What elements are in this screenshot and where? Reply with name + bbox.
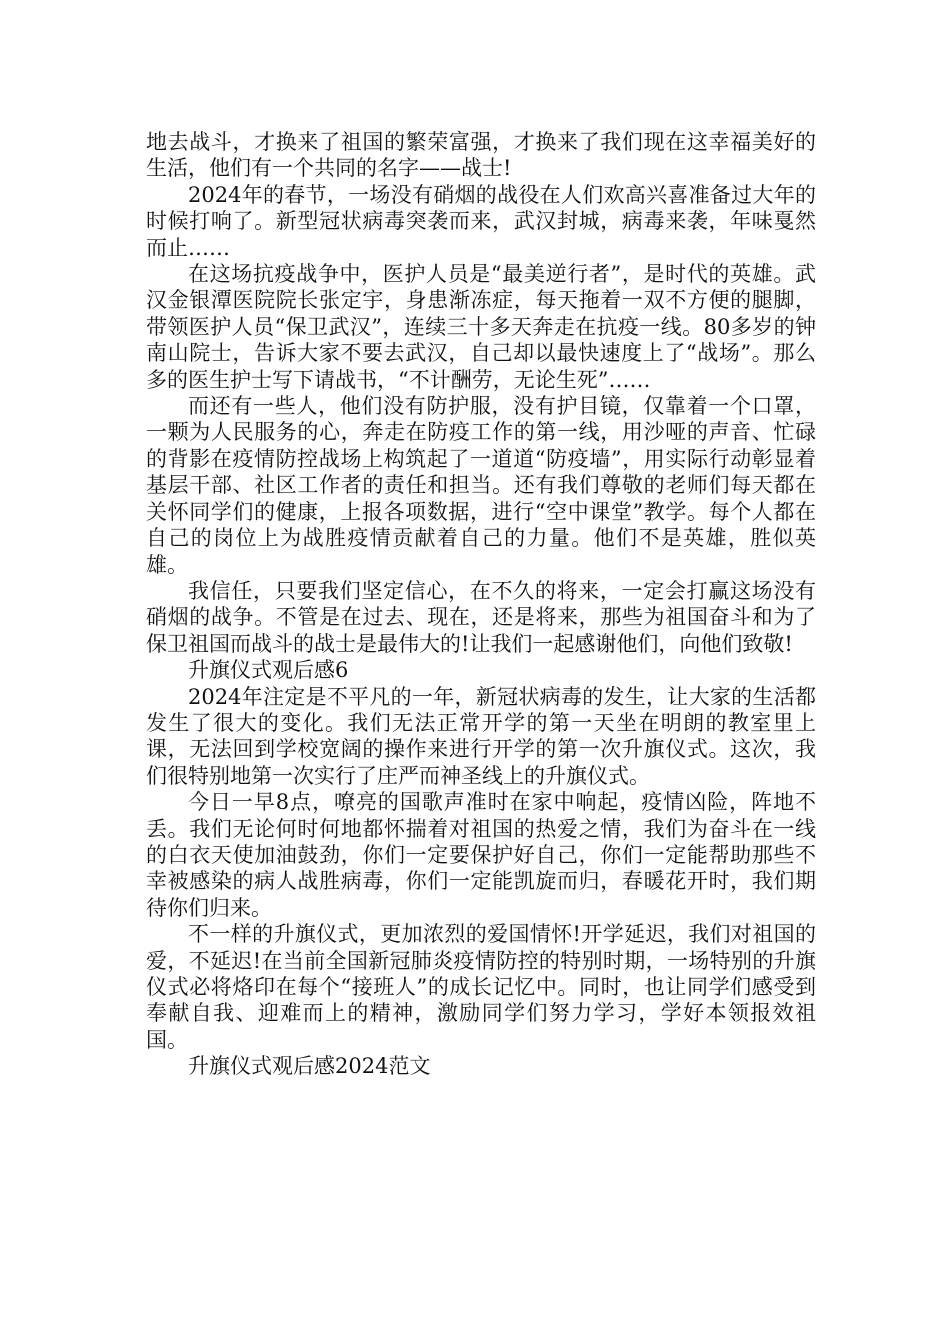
- paragraph-anthem: 今日一早8点，嘹亮的国歌声准时在家中响起，疫情凶险，阵地不丢。我们无论何时何地都怀揣着对祖国的热爱之情，我们为奋斗在一线的白衣天使加油鼓劲，你们一定要保护好自己，你们一定能帮助那些不幸被感染的病人战胜病毒，你们一定能凯旋而归，春暖花开时，我们期待你们归来。: [146, 790, 816, 920]
- paragraph-continuation: 地去战斗，才换来了祖国的繁荣富强，才换来了我们现在这幸福美好的生活，他们有一个共同的名字——战士!: [146, 130, 816, 181]
- paragraph-spring-festival: 2024年的春节，一场没有硝烟的战役在人们欢高兴喜准备过大年的时候打响了。新型冠状病毒突袭而来，武汉封城，病毒来袭，年味戛然而止……: [146, 182, 816, 260]
- paragraph-confidence: 我信任，只要我们坚定信心，在不久的将来，一定会打赢这场没有硝烟的战争。不管是在过去、现在，还是将来，那些为祖国奋斗和为了保卫祖国而战斗的战士是最伟大的!让我们一起感谢他们，向他们致敬!: [146, 578, 816, 656]
- document-body: [146, 129, 816, 1080]
- section-heading-fanwen: 升旗仪式观后感2024范文: [188, 1054, 431, 1079]
- paragraph-medical-heroes: 在这场抗疫战争中，医护人员是“最美逆行者”，是时代的英雄。武汉金银潭医院院长张定宇，身患渐冻症，每天拖着一双不方便的腿脚，带领医护人员“保卫武汉”，连续三十多天奔走在抗疫一线。80多岁的钟南山院士，告诉大家不要去武汉，自己却以最快速度上了“战场”。那么多的医生护士写下请战书，“不计酬劳，无论生死”……: [146, 262, 816, 392]
- paragraph-community-workers: 而还有一些人，他们没有防护服，没有护目镜，仅靠着一个口罩，一颗为人民服务的心，奔走在防疫工作的第一线，用沙哑的声音、忙碌的背影在疫情防控战场上构筑起了一道道“防疫墙”，用实际行动彰显着基层干部、社区工作者的责任和担当。还有我们尊敬的老师们每天都在关怀同学们的健康，上报各项数据，进行“空中课堂”教学。每个人都在自己的岗位上为战胜疫情贡献着自己的力量。他们不是英雄，胜似英雄。: [146, 394, 816, 577]
- paragraph-patriotism: 不一样的升旗仪式，更加浓烈的爱国情怀!开学延迟，我们对祖国的爱，不延迟!在当前全国新冠肺炎疫情防控的特别时期，一场特别的升旗仪式必将烙印在每个“接班人”的成长记忆中。同时，也让同学们感受到奉献自我、迎难而上的精神，激励同学们努力学习，学好本领报效祖国。: [146, 922, 816, 1052]
- paragraph-online-ceremony: 2024年注定是不平凡的一年，新冠状病毒的发生，让大家的生活都发生了很大的变化。我们无法正常开学的第一天坐在明朗的教室里上课，无法回到学校宽阔的操作来进行开学的第一次升旗仪式。这次，我们很特别地第一次实行了庄严而神圣线上的升旗仪式。: [146, 684, 816, 788]
- section-heading-6: 升旗仪式观后感6: [188, 658, 349, 683]
